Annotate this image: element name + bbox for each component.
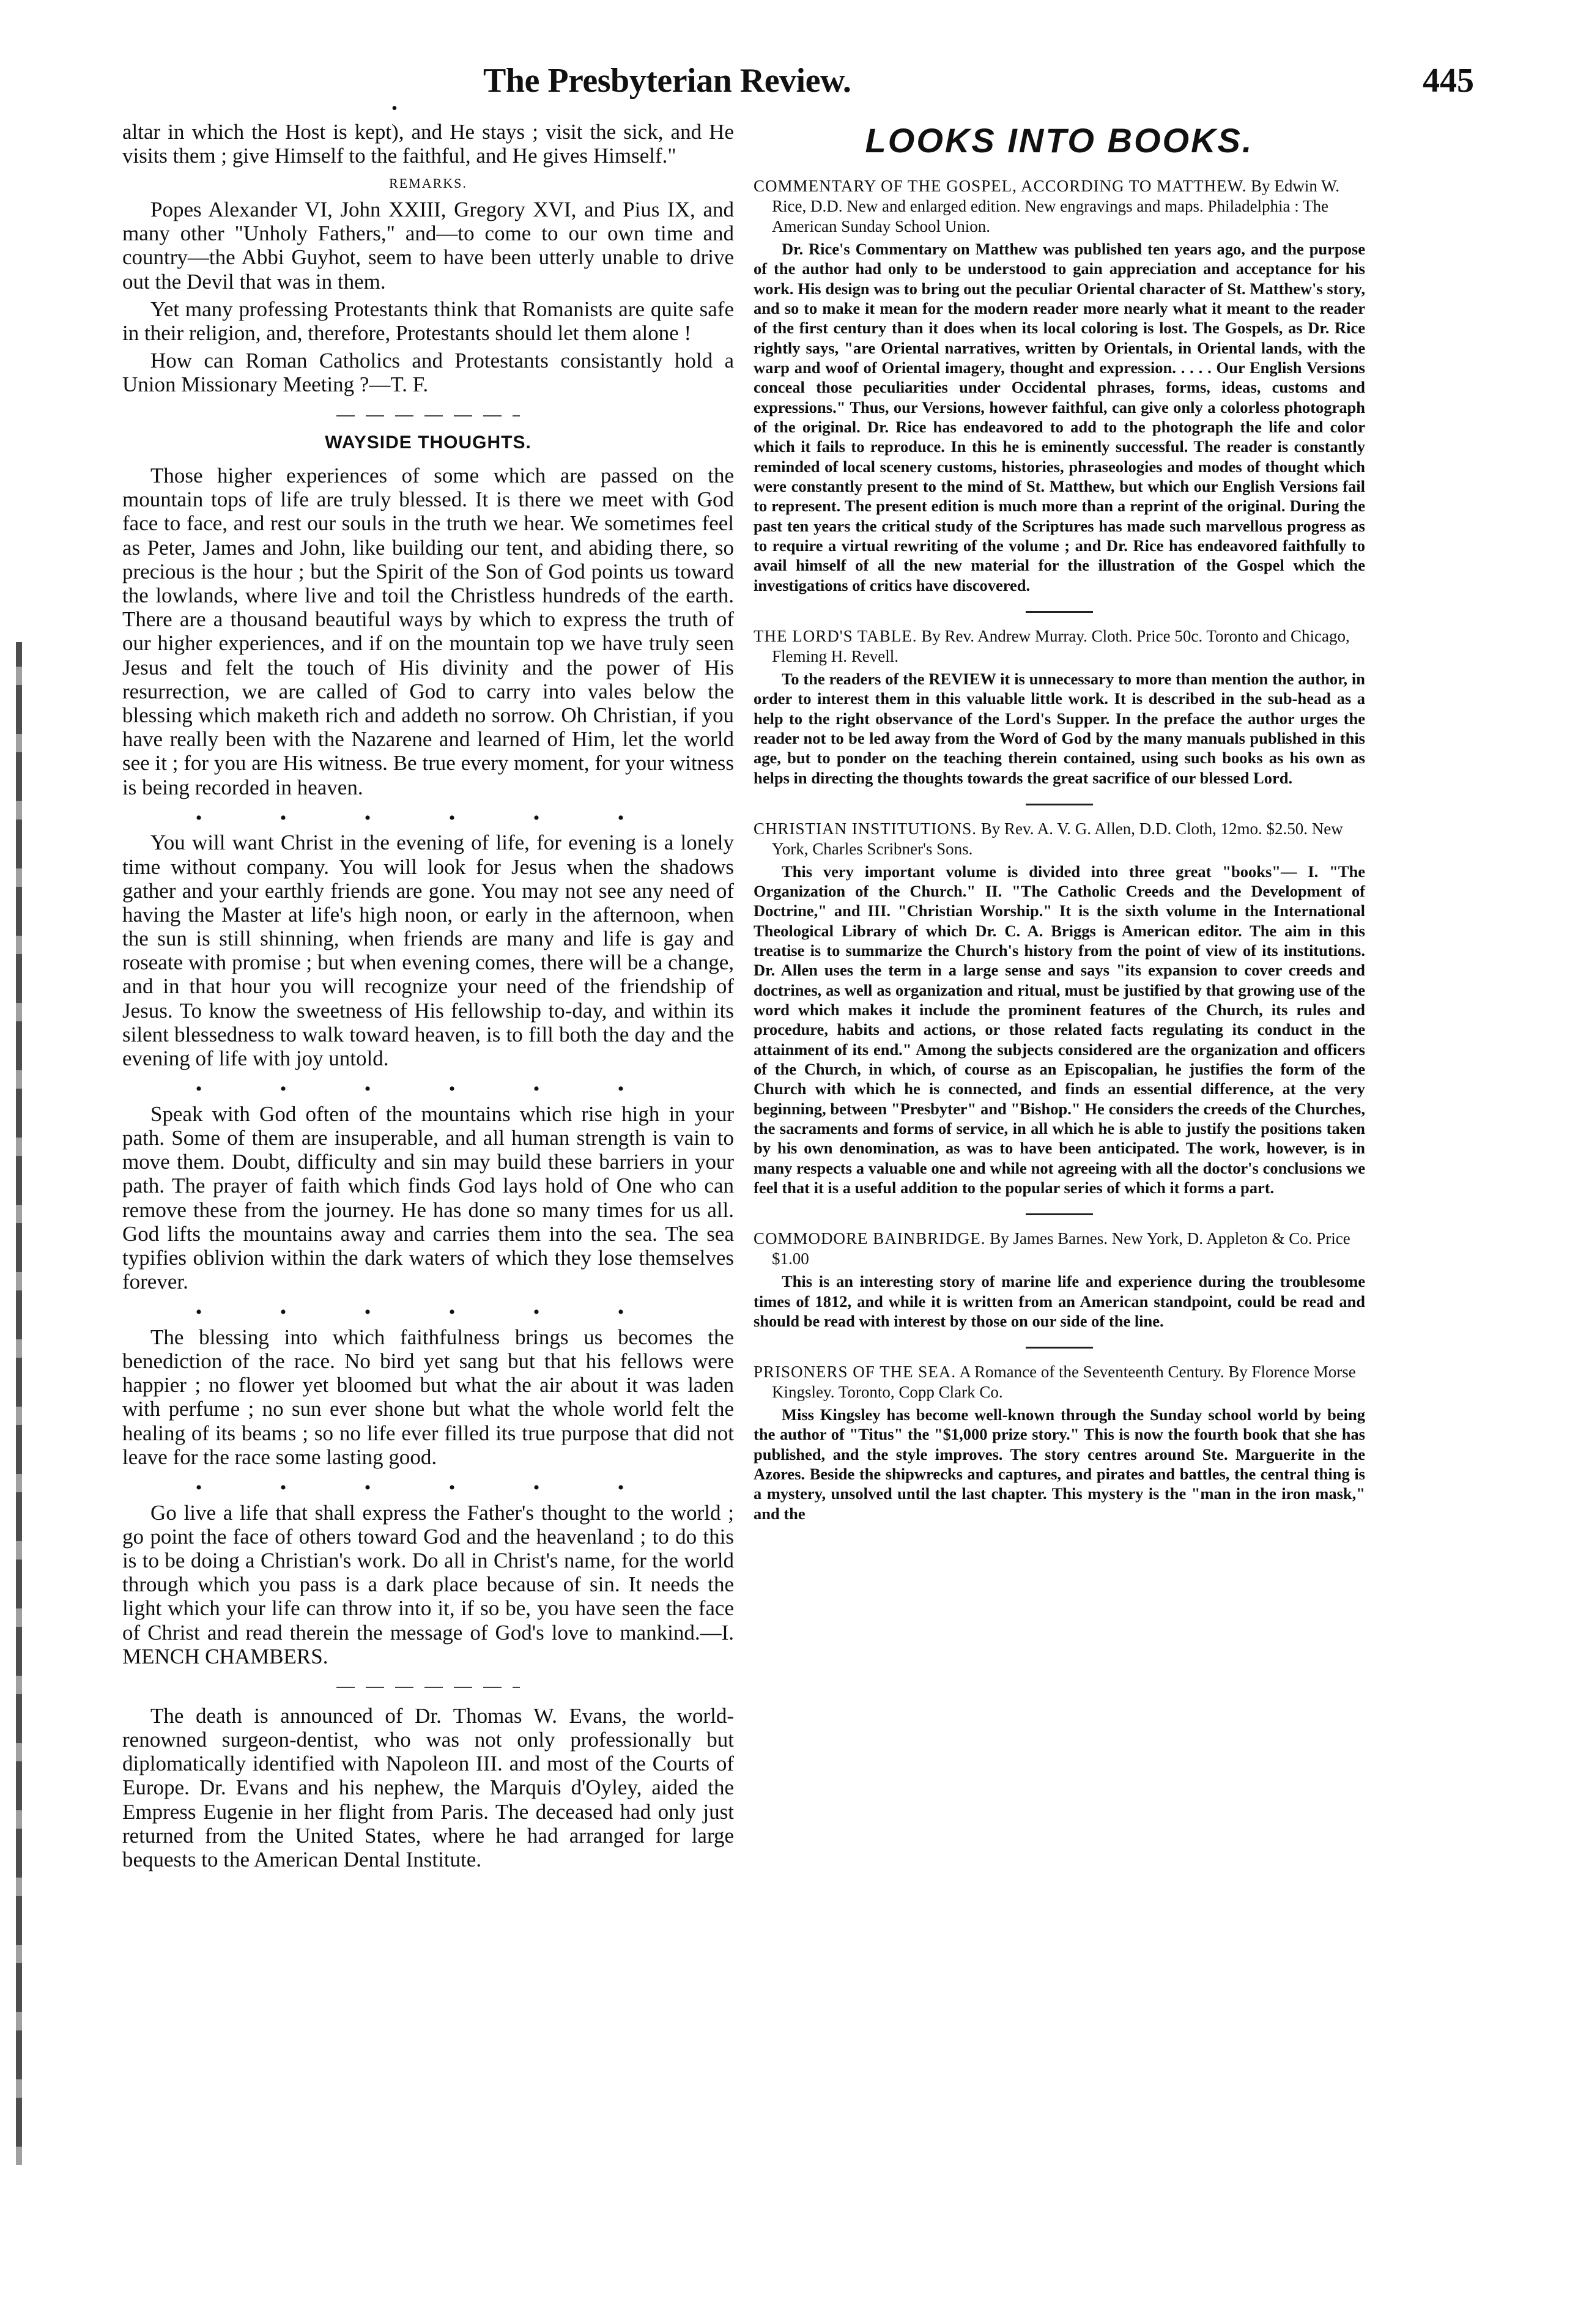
books-heading: LOOKS INTO BOOKS. <box>865 121 1254 160</box>
right-column <box>754 120 1365 2187</box>
header-dot: • <box>391 99 398 118</box>
stars-separator: • • • • • • <box>195 1478 661 1498</box>
book-review-body: Dr. Rice's Commentary on Matthew was published ten years ago, and the purpose of the author had only to be understood to gain appreciation and acceptance for his work. His design was to bring out the peculiar Oriental character of St. Matthew's story, and so to make it mean for the modern reader more nearly what it meant to the reader of the first century than it does when its local coloring is lost. The Gospels, as Dr. Rice rightly says, "are Oriental narratives, written by Orientals, in Oriental lands, with the warp and woof of Oriental imagery, thought and expression. . . . . Our English Versions conceal those peculiarities under Occidental phrases, forms, ideas, customs and expressions." Thus, our Versions, however faithful, can give only a colorless photograph of the original. Dr. Rice has endeavored to add to the photograph the life and color which it fails to reproduce. In this he is eminently successful. The reader is constantly reminded of local scenery customs, histories, phraseologies and modes of thought which were constantly present to the mind of St. Matthew, but which our English Versions fail to represent. The present edition is much more than a reprint of the original. During the past ten years the critical study of the Scriptures has made such marvellous progress as to require a virtual rewriting of the volume ; and Dr. Rice has endeavored faithfully to avail himself of all the new material for the illustration of the Gospel which the investigations of critics have discovered. <box>754 240 1365 594</box>
remarks-paragraph: Popes Alexander VI, John XXIII, Gregory XVI, and Pius IX, and many other "Unholy Fathers," and—to come to our own time and country—the Abbi Guyhot, seem to have been utterly unable to drive out the Devil that was in them. <box>122 198 734 294</box>
stars-separator: • • • • • • <box>195 807 661 828</box>
book-title: COMMENTARY OF THE GOSPEL, ACCORDING TO MATTHEW. <box>754 177 1247 196</box>
review-divider <box>1026 1347 1093 1349</box>
wayside-paragraph: Those higher experiences of some which are passed on the mountain tops of life are truly blessed. It is there we meet with God face to face, and rest our souls in the truth we hear. We sometimes feel as Peter, James and John, like building our tent, and abiding there, so precious is the hour ; but the Spirit of the Son of God points us toward the lowlands, where live and toil the Christless hundreds of the earth. There are a thousand beautiful ways by which to express the truth of our higher experiences, and if on the mountain top we have truly seen Jesus and felt the touch of His divinity and the power of His resurrection, we are called of God to carry into vales below the blessing which maketh rich and addeth no sorrow. Oh Christian, if you have really been with the Nazarene and learned of Him, let the world see it ; for you are His witness. Be true every moment, for your witness is being recorded in heaven. <box>122 464 734 799</box>
book-title: COMMODORE BAINBRIDGE. <box>754 1229 986 1248</box>
review-divider <box>1026 1213 1093 1215</box>
wayside-title: WAYSIDE THOUGHTS. <box>325 432 532 453</box>
book-info: By Rev. A. V. G. Allen, D.D. Cloth, 12mo. $2.50. New York, Charles Scribner's Sons. <box>772 819 1343 858</box>
left-column <box>122 120 734 2187</box>
book-header <box>754 819 1365 859</box>
book-review <box>754 1229 1365 1331</box>
margin-binding-mark <box>16 642 22 2165</box>
book-info: By Edwin W. Rice, D.D. New and enlarged edition. New engravings and maps. Philadelphia : The American Sunday School Union. <box>772 177 1339 236</box>
wayside-paragraph: You will want Christ in the evening of life, for evening is a lonely time without company. You will look for Jesus when the shadows gather and your earthly friends are gone. You may not see any need of having the Master at life's high noon, or early in the afternoon, when the sun is still shinning, when friends are many and life is gay and roseate with promise ; but when evening comes, there will be a change, and in that hour you will recognize your need of the friendship of Jesus. To know the sweetness of His fellowship to-day, and within its silent blessedness to walk toward heaven, is to fill both the day and the evening of life with joy untold. <box>122 831 734 1070</box>
book-title: PRISONERS OF THE SEA. <box>754 1363 957 1382</box>
book-header <box>754 1229 1365 1269</box>
wayside-paragraph: Speak with God often of the mountains which rise high in your path. Some of them are insuperable, and all human strength is vain to move them. Doubt, difficulty and sin may build these barriers in your path. The prayer of faith which finds God lays hold of One who can remove these from the journey. He has done so many times for us all. God lifts the mountains away and carries them into the sea. The sea typifies oblivion within the dark waters of which they lose themselves forever. <box>122 1101 734 1294</box>
book-review <box>754 176 1365 595</box>
book-review <box>754 1362 1365 1523</box>
remarks-paragraph: How can Roman Catholics and Protestants consistantly hold a Union Missionary Meeting ?—T. F. <box>122 349 734 397</box>
wayside-paragraph: The blessing into which faithfulness brings us becomes the benediction of the race. No bird yet sang but that his fellows were happier ; no flower yet bloomed but what the air about it was laden with perfume ; no sun ever shone but what the whole world felt the healing of its beams ; so no life ever filled its true purpose that did not leave for the race some lasting good. <box>122 1325 734 1469</box>
book-title: THE LORD'S TABLE. <box>754 627 917 646</box>
review-divider <box>1026 804 1093 805</box>
journal-title: The Presbyterian Review. <box>483 62 851 100</box>
book-info: A Romance of the Seventeenth Century. By Florence Morse Kingsley. Toronto, Copp Clark Co. <box>772 1363 1356 1402</box>
death-notice-paragraph: The death is announced of Dr. Thomas W. Evans, the world-renowned surgeon-dentist, who was not only professionally but diplomatically identified with Napoleon III. and most of the Courts of Europe. Dr. Evans and his nephew, the Marquis d'Oyley, aided the Empress Eugenie in her flight from Paris. The deceased had only just returned from the United States, where he had arranged for large bequests to the American Dental Institute. <box>122 1703 734 1872</box>
remarks-heading: REMARKS. <box>389 176 467 191</box>
book-review-body: This very important volume is divided into three great "books"— I. "The Organization of the Church." II. "The Catholic Creeds and the Development of Doctrine," and III. "Christian Worship." It is the sixth volume in the International Theological Library of which Dr. C. A. Briggs is American editor. The aim in this treatise is to summarize the Church's history from the point of view of its institutions. Dr. Allen uses the term in a large sense and says "its expansion to cover creeds and doctrines, as well as organization and ritual, must be justified by that growing use of the word which makes it include the prominent features of the Church, its rules and procedure, habits and actions, or those related facts regulating its conduct in the attainment of its end." Among the subjects considered are the organization and officers of the Church, in which, of course as an Episcopalian, he justifies the form of the Church with which he is connected, and finds an essential difference, at the very beginning, between "Presbyter" and "Bishop." He considers the creeds of the Churches, the sacraments and forms of service, in all which he is able to justify the positions taken by his own denomination, as was to have been anticipated. The work, however, is in many respects a valuable one and while not agreeing with all the doctor's conclusions we feel that it is a useful addition to the popular series of which it forms a part. <box>754 862 1365 1197</box>
review-divider <box>1026 611 1093 613</box>
book-header <box>754 176 1365 237</box>
book-review-body: To the readers of the REVIEW it is unnecessary to more than mention the author, in order to interest them in this valuable little work. It is described in the sub-head as a help to the right observance of the Lord's Supper. In the preface the author urges the reader not to be led away from the Word of God by the many manuals published in this age, but to ponder on the teaching therein contained, using such books as his own as helps in directing the thoughts towards the great sacrifice of our blessed Lord. <box>754 669 1365 787</box>
page-header <box>0 61 1578 116</box>
wayside-paragraph: Go live a life that shall express the Father's thought to the world ; go point the face of others toward God and the heavenland ; to do this is to be doing a Christian's work. Do all in Christ's name, for the world through which you pass is a dark place because of sin. It needs the light which your life can throw into it, if so be, you have seen the face of Christ and read therein the message of God's love to mankind.—I. MENCH CHAMBERS. <box>122 1500 734 1668</box>
book-info: By James Barnes. New York, D. Appleton & Co. Price $1.00 <box>772 1229 1350 1268</box>
stars-separator: • • • • • • <box>195 1079 661 1100</box>
stars-separator: • • • • • • <box>195 1302 661 1323</box>
page-number: 445 <box>1423 62 1474 100</box>
book-info: By Rev. Andrew Murray. Cloth. Price 50c. Toronto and Chicago, Fleming H. Revell. <box>772 627 1350 665</box>
book-review-body: This is an interesting story of marine life and experience during the troublesome times of 1812, and while it is written from an American standpoint, could be read and should be read with interest by those on our side of the line. <box>754 1272 1365 1330</box>
book-review-body: Miss Kingsley has become well-known through the Sunday school world by being the author of "Titus" the "$1,000 prize story." This is now the fourth book that she has published, and the style improves. The story centres around Ste. Marguerite in the Azores. Beside the shipwrecks and captures, and pirates and battles, the central thing is a mystery, unsolved until the last chapter. This mystery is the "man in the iron mask," and the <box>754 1405 1365 1523</box>
section-divider <box>336 1687 520 1688</box>
remarks-paragraph: Yet many professing Protestants think that Romanists are quite safe in their religion, and, therefore, Protestants should let them alone ! <box>122 297 734 345</box>
intro-paragraph: altar in which the Host is kept), and He stays ; visit the sick, and He visits them ; give Himself to the faithful, and He gives Himself." <box>122 120 734 168</box>
book-title: CHRISTIAN INSTITUTIONS. <box>754 819 977 838</box>
book-header <box>754 1362 1365 1402</box>
book-header <box>754 626 1365 667</box>
book-review <box>754 626 1365 788</box>
book-review <box>754 819 1365 1197</box>
section-divider <box>336 415 520 416</box>
